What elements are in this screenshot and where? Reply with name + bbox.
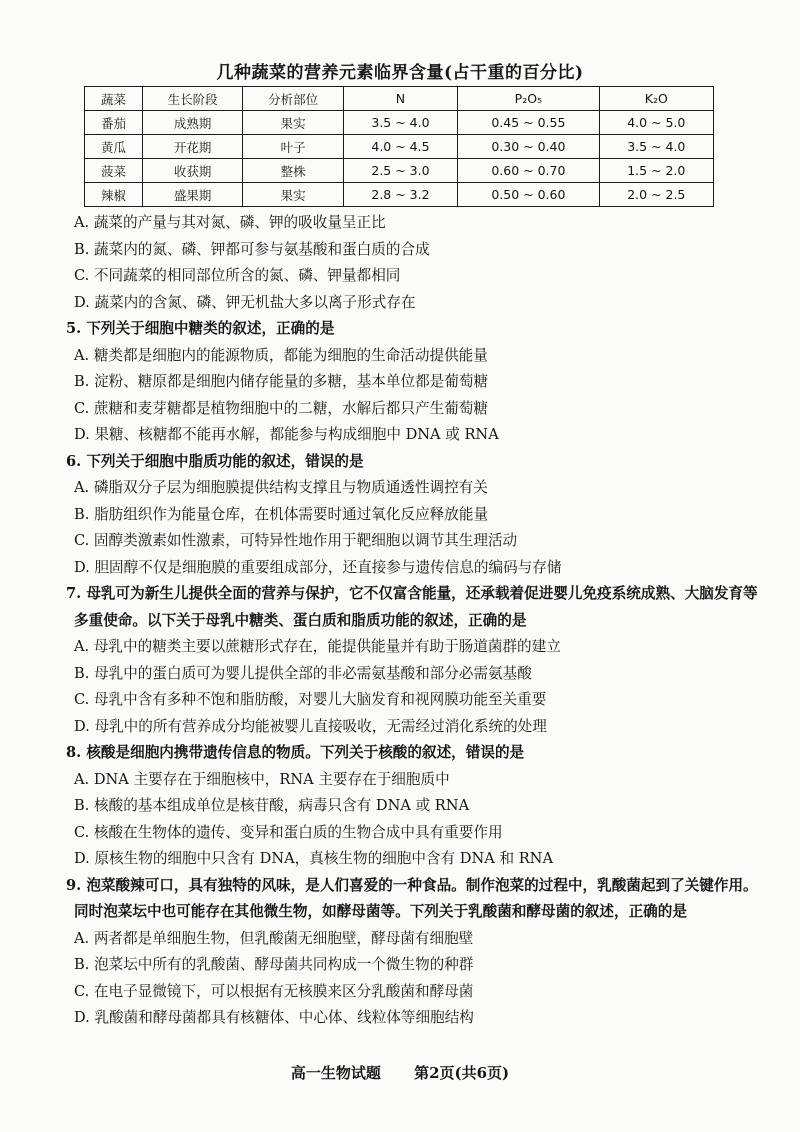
option-a: A. 磷脂双分子层为细胞膜提供结构支撑且与物质通透性调控有关 — [74, 479, 488, 496]
option-a: A. 蔬菜的产量与其对氮、磷、钾的吸收量呈正比 — [74, 214, 386, 231]
option-c: C. 核酸在生物体的遗传、变异和蛋白质的生物合成中具有重要作用 — [74, 823, 503, 841]
table-cell: 果实 — [243, 111, 343, 135]
header-cell: P₂O₅ — [458, 87, 599, 111]
option-b: B. 淀粉、糖原都是细胞内储存能量的多糖，基本单位都是葡萄糖 — [74, 373, 489, 390]
table-cell: 整株 — [243, 159, 343, 183]
page-footer — [0, 1062, 800, 1083]
table-cell: 0.50 ~ 0.60 — [458, 183, 599, 207]
footer-subject: 高一生物试题 — [290, 1064, 381, 1082]
table-cell: 4.0 ~ 4.5 — [343, 135, 457, 159]
table-cell: 番茄 — [85, 111, 143, 135]
table-cell: 辣椒 — [85, 183, 143, 207]
table-cell: 4.0 ~ 5.0 — [599, 111, 713, 135]
table-cell: 2.8 ~ 3.2 — [343, 183, 457, 207]
question-8 — [66, 740, 766, 873]
table-row — [85, 135, 714, 159]
question-stem: 6. 下列关于细胞中脂质功能的叙述，错误的是 — [66, 452, 364, 470]
table-cell: 黄瓜 — [85, 135, 143, 159]
table-cell: 1.5 ~ 2.0 — [599, 159, 713, 183]
table-cell: 叶子 — [243, 135, 343, 159]
option-c: C. 在电子显微镜下，可以根据有无核膜来区分乳酸菌和酵母菌 — [74, 982, 474, 1000]
option-a: A. DNA 主要存在于细胞核中，RNA 主要存在于细胞质中 — [74, 770, 450, 788]
header-cell: K₂O — [599, 87, 713, 111]
option-b: B. 蔬菜内的氮、磷、钾都可参与氨基酸和蛋白质的合成 — [74, 240, 430, 258]
questions-area — [66, 210, 766, 1032]
option-d: D. 蔬菜内的含氮、磷、钾无机盐大多以离子形式存在 — [74, 293, 416, 311]
table-row — [85, 159, 714, 183]
option-a: A. 糖类都是细胞内的能源物质，都能为细胞的生命活动提供能量 — [74, 346, 488, 364]
table-header-row — [85, 87, 714, 111]
option-c: C. 不同蔬菜的相同部位所含的氮、磷、钾量都相同 — [74, 267, 401, 284]
option-c: C. 固醇类激素如性激素，可特异性地作用于靶细胞以调节其生理活动 — [74, 532, 518, 549]
table-cell: 2.0 ~ 2.5 — [599, 183, 713, 207]
option-a: A. 母乳中的糖类主要以蔗糖形式存在，能提供能量并有助于肠道菌群的建立 — [74, 638, 561, 655]
footer-page-number: 第2页(共6页) — [414, 1064, 510, 1082]
question-6 — [66, 449, 766, 582]
header-cell: 生长阶段 — [142, 87, 242, 111]
option-b: B. 脂肪组织作为能量仓库，在机体需要时通过氧化反应释放能量 — [74, 505, 489, 523]
question-stem: 7. 母乳可为新生儿提供全面的营养与保护，它不仅富含能量，还承载着促进婴儿免疫系统成熟、大脑发育等多重使命。以下关于母乳中糖类、蛋白质和脂质功能的叙述，正确的是 — [66, 585, 758, 629]
question-5 — [66, 316, 766, 449]
question-4-options — [66, 210, 766, 316]
table-cell: 2.5 ~ 3.0 — [343, 159, 457, 183]
option-c: C. 蔗糖和麦芽糖都是植物细胞中的二糖，水解后都只产生葡萄糖 — [74, 399, 488, 417]
table-cell: 菠菜 — [85, 159, 143, 183]
header-cell: N — [343, 87, 457, 111]
option-d: D. 母乳中的所有营养成分均能被婴儿直接吸收，无需经过消化系统的处理 — [74, 717, 547, 735]
option-d: D. 胆固醇不仅是细胞膜的重要组成部分，还直接参与遗传信息的编码与存储 — [74, 558, 562, 576]
option-b: B. 母乳中的蛋白质可为婴儿提供全部的非必需氨基酸和部分必需氨基酸 — [74, 664, 532, 682]
option-a: A. 两者都是单细胞生物，但乳酸菌无细胞壁，酵母菌有细胞壁 — [74, 929, 474, 947]
table-row — [85, 111, 714, 135]
option-d: D. 乳酸菌和酵母菌都具有核糖体、中心体、线粒体等细胞结构 — [74, 1009, 474, 1026]
table-cell: 盛果期 — [142, 183, 242, 207]
option-b: B. 核酸的基本组成单位是核苷酸，病毒只含有 DNA 或 RNA — [74, 797, 470, 814]
table-title: 几种蔬菜的营养元素临界含量(占干重的百分比) — [216, 63, 584, 83]
question-9 — [66, 873, 766, 1032]
table-cell: 0.30 ~ 0.40 — [458, 135, 599, 159]
header-cell: 分析部位 — [243, 87, 343, 111]
option-c: C. 母乳中含有多种不饱和脂肪酸，对婴儿大脑发育和视网膜功能至关重要 — [74, 691, 547, 708]
table-cell: 0.45 ~ 0.55 — [458, 111, 599, 135]
option-d: D. 原核生物的细胞中只含有 DNA，真核生物的细胞中含有 DNA 和 RNA — [74, 850, 553, 867]
table-cell: 收获期 — [142, 159, 242, 183]
table-cell: 果实 — [243, 183, 343, 207]
table-cell: 0.60 ~ 0.70 — [458, 159, 599, 183]
header-cell: 蔬菜 — [85, 87, 143, 111]
question-7 — [66, 581, 766, 740]
question-stem: 5. 下列关于细胞中糖类的叙述，正确的是 — [66, 320, 335, 337]
table-cell: 开花期 — [142, 135, 242, 159]
question-stem: 9. 泡菜酸辣可口，具有独特的风味，是人们喜爱的一种食品。制作泡菜的过程中，乳酸菌起到了关键作用。同时泡菜坛中也可能存在其他微生物，如酵母菌等。下列关于乳酸菌和酵母菌的叙述，正确的是 — [66, 876, 758, 920]
table-cell: 成熟期 — [142, 111, 242, 135]
question-stem: 8. 核酸是细胞内携带遗传信息的物质。下列关于核酸的叙述，错误的是 — [66, 744, 525, 761]
table-cell: 3.5 ~ 4.0 — [599, 135, 713, 159]
table-row — [85, 183, 714, 207]
option-d: D. 果糖、核糖都不能再水解，都能参与构成细胞中 DNA 或 RNA — [74, 426, 499, 443]
nutrient-table — [84, 86, 714, 207]
option-b: B. 泡菜坛中所有的乳酸菌、酵母菌共同构成一个微生物的种群 — [74, 956, 474, 973]
table-cell: 3.5 ~ 4.0 — [343, 111, 457, 135]
